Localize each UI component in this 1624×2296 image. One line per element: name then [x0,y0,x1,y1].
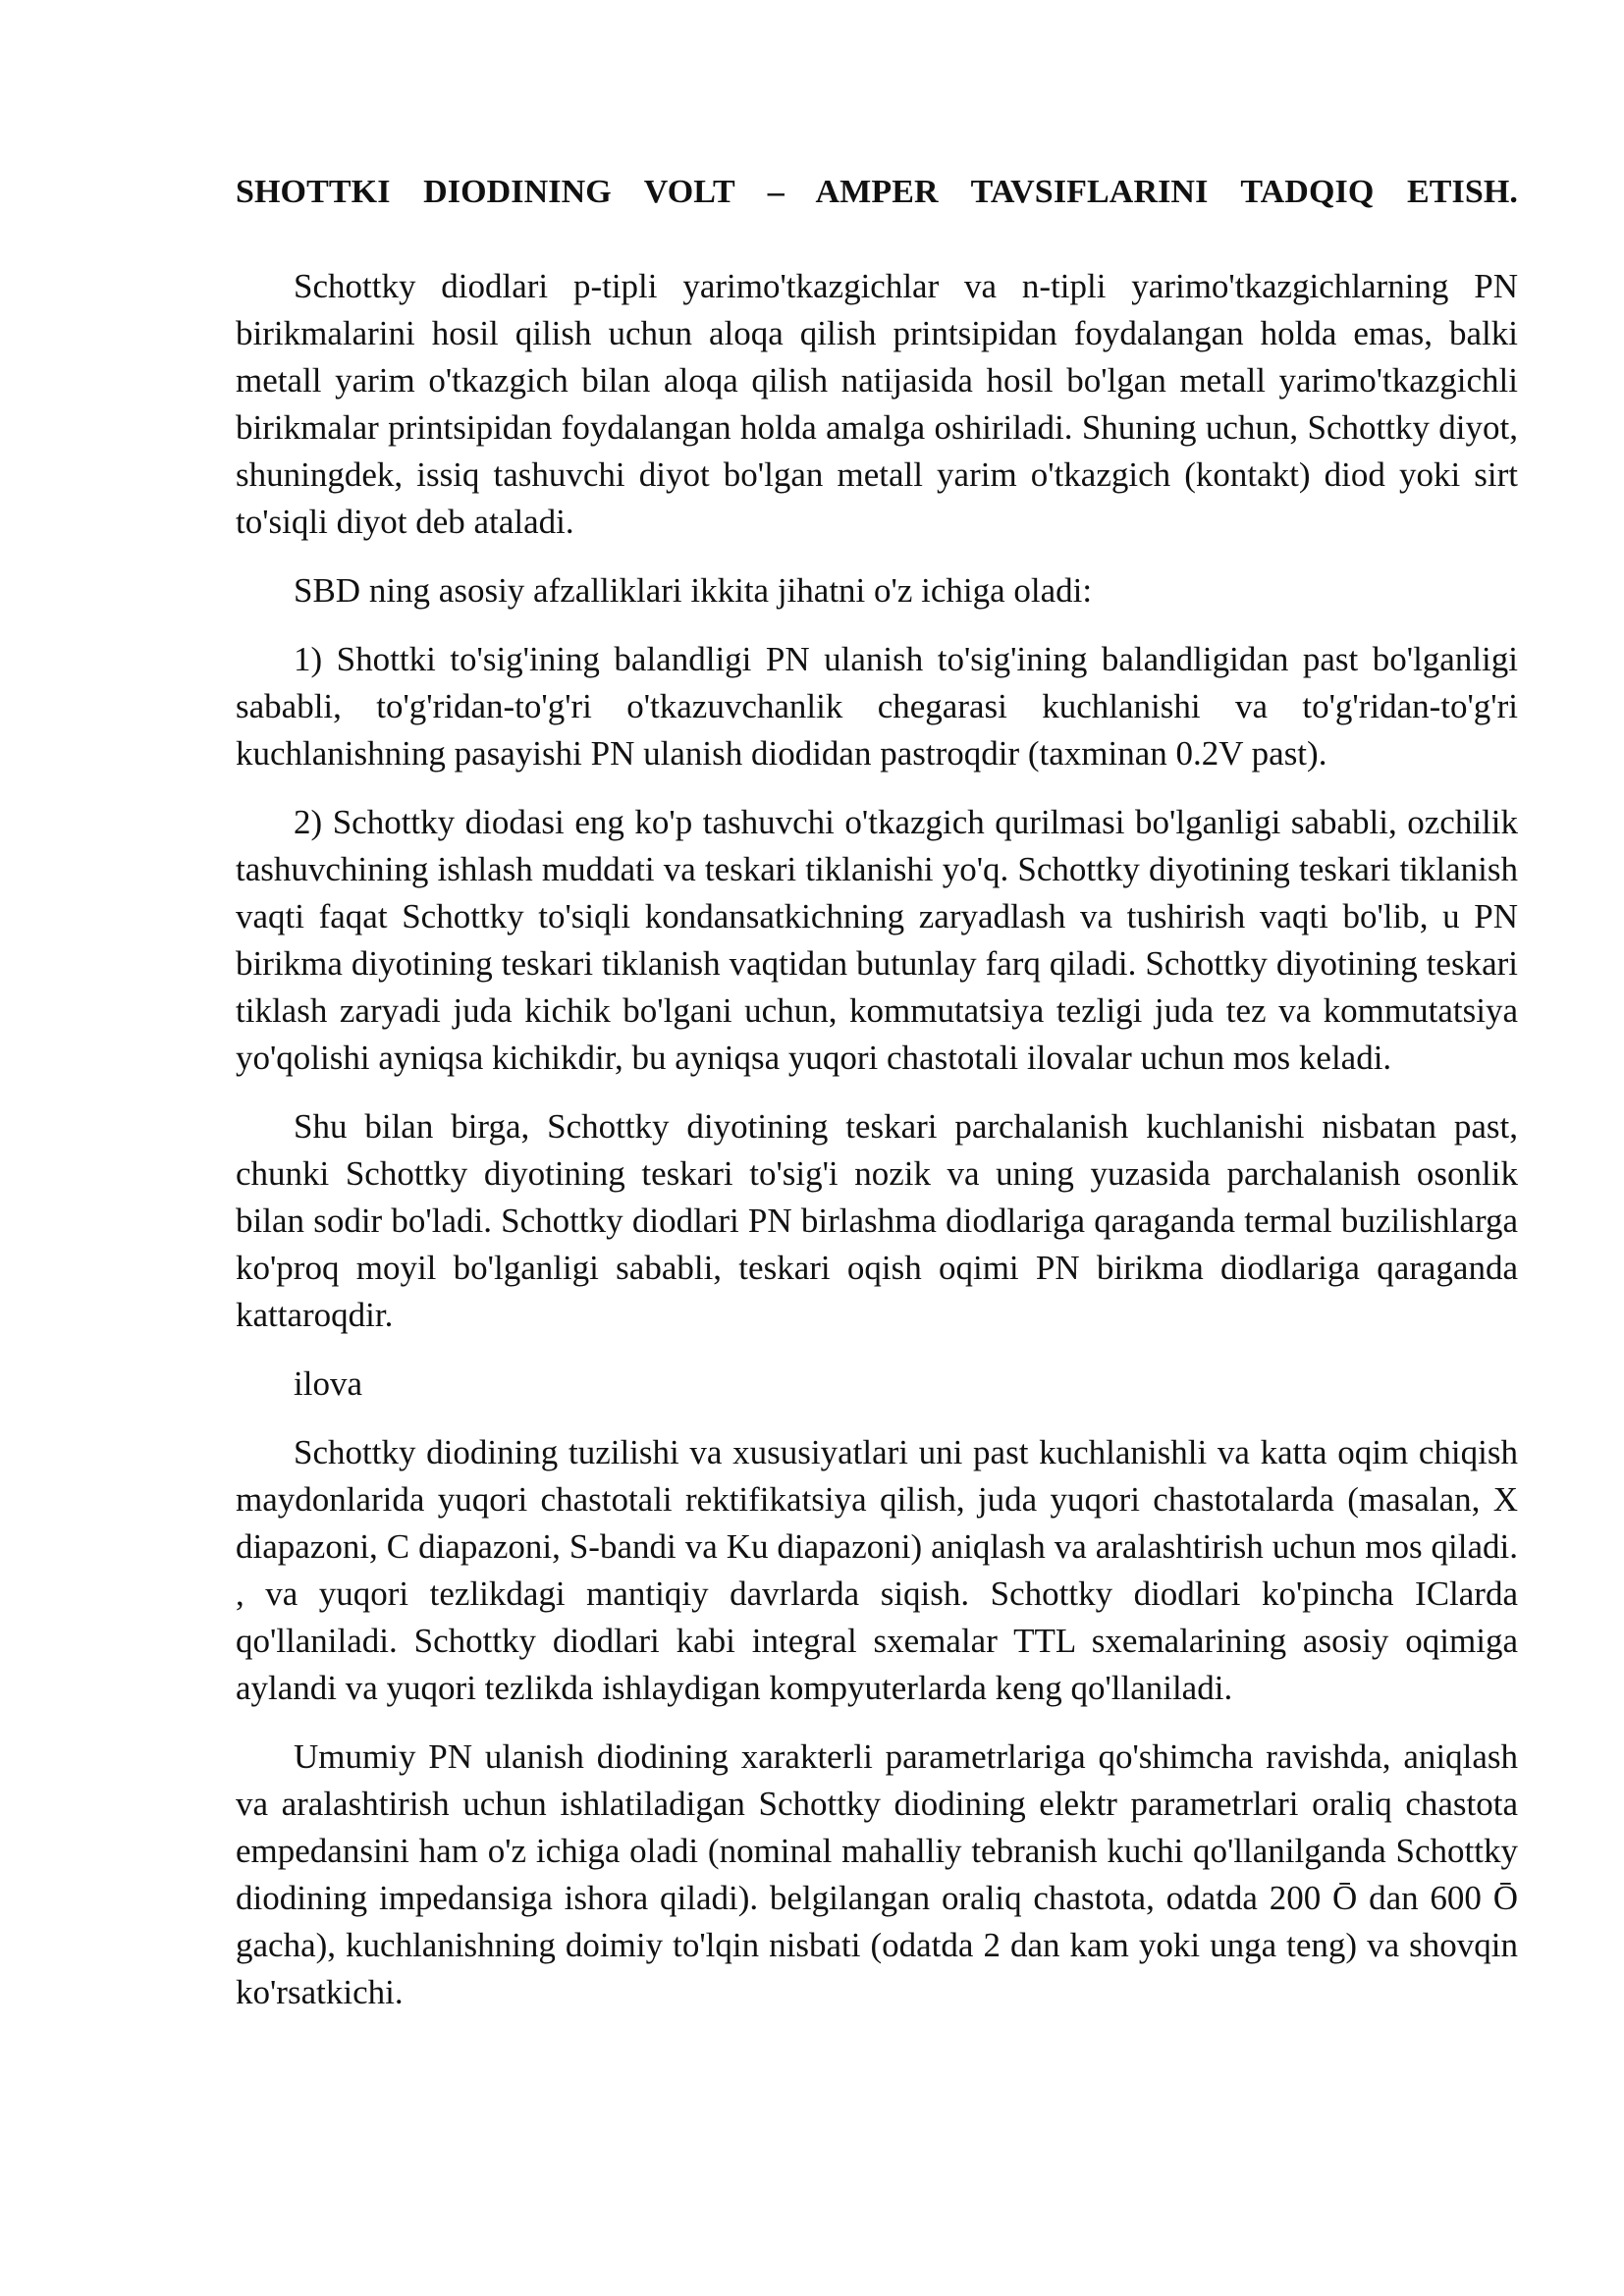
paragraph-advantage-2: 2) Schottky diodasi eng ko'p tashuvchi o'tkazgich qurilmasi bo'lganligi sababli, ozchilik tashuvchining ishlash muddati va teskari tiklanishi yo'q. Schottky diyotining teskari tiklanish vaqti faqat Schottky to'siqli kondansatkichning zaryadlash va tushirish vaqti bo'lib, u PN birikma diyotining teskari tiklanish vaqtidan butunlay farq qiladi. Schottky diyotining teskari tiklash zaryadi juda kichik bo'lgani uchun, kommutatsiya tezligi juda tez va kommutatsiya yo'qolishi ayniqsa kichikdir, bu ayniqsa yuqori chastotali ilovalar uchun mos keladi. [236,803,1518,1077]
document-title: SHOTTKI DIODINING VOLT – AMPER TAVSIFLARINI TADQIQ ETISH. [236,174,1518,210]
paragraph-breakdown: Shu bilan birga, Schottky diyotining teskari parchalanish kuchlanishi nisbatan past, chunki Schottky diyotining teskari to'sig'i nozik va uning yuzasida parchalanish osonlik bilan sodir bo'ladi. Schottky diodlari PN birlashma diodlariga qaraganda termal buzilishlarga ko'proq moyil bo'lganligi sababli, teskari oqish oqimi PN birikma diodlariga qaraganda kattaroqdir. [236,1107,1518,1334]
document-page [236,169,1518,2038]
paragraph-applications: Schottky diodining tuzilishi va xususiyatlari uni past kuchlanishli va katta oqim chiqish maydonlarida yuqori chastotali rektifikatsiya qilish, juda yuqori chastotalarda (masalan, X diapazoni, C diapazoni, S-bandi va Ku diapazoni) aniqlash va aralashtirish uchun mos qiladi. , va yuqori tezlikdagi mantiqiy davrlarda siqish. Schottky diodlari ko'pincha IClarda qo'llaniladi. Schottky diodlari kabi integral sxemalar TTL sxemalarining asosiy oqimiga aylandi va yuqori tezlikda ishlaydigan kompyuterlarda keng qo'llaniladi. [236,1433,1518,1707]
paragraph-advantage-1: 1) Shottki to'sig'ining balandligi PN ulanish to'sig'ining balandligidan past bo'lganligi sababli, to'g'ridan-to'g'ri o'tkazuvchanlik chegarasi kuchlanishi va to'g'ridan-to'g'ri kuchlanishning pasayishi PN ulanish diodidan pastroqdir (taxminan 0.2V past). [236,640,1518,773]
paragraph-intro: Schottky diodlari p-tipli yarimo'tkazgichlar va n-tipli yarimo'tkazgichlarning PN birikmalarini hosil qilish uchun aloqa qilish printsipidan foydalangan holda emas, balki metall yarim o'tkazgich bilan aloqa qilish natijasida hosil bo'lgan metall yarimo'tkazgichli birikmalar printsipidan foydalangan holda amalga oshiriladi. Shuning uchun, Schottky diyot, shuningdek, issiq tashuvchi diyot bo'lgan metall yarim o'tkazgich (kontakt) diod yoki sirt to'siqli diyot deb ataladi. [236,267,1518,541]
paragraph-advantages-lead: SBD ning asosiy afzalliklari ikkita jihatni o'z ichiga oladi: [294,571,1093,610]
paragraph-application-heading: ilova [294,1364,362,1403]
paragraph-parameters: Umumiy PN ulanish diodining xarakterli parametrlariga qo'shimcha ravishda, aniqlash va aralashtirish uchun ishlatiladigan Schottky diodining elektr parametrlari oraliq chastota empedansini ham o'z ichiga oladi (nominal mahalliy tebranish kuchi qo'llanilganda Schottky diodining impedansiga ishora qiladi). belgilangan oraliq chastota, odatda 200 Ō dan 600 Ō gacha), kuchlanishning doimiy to'lqin nisbati (odatda 2 dan kam yoki unga teng) va shovqin ko'rsatkichi. [236,1737,1518,2011]
